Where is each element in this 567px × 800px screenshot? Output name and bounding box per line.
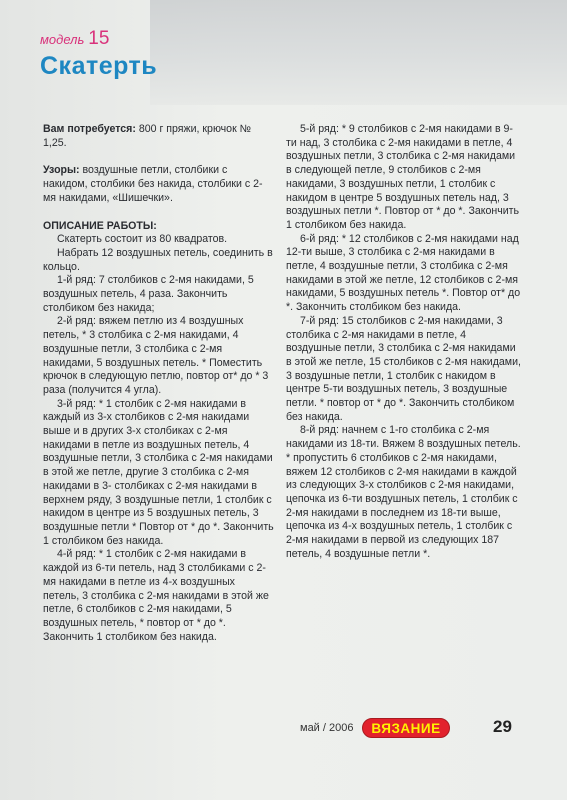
description-intro: Скатерть состоит из 80 квадратов.: [57, 233, 228, 246]
magazine-logo: ВЯЗАНИЕ: [362, 718, 450, 738]
issue-date: май / 2006: [300, 722, 354, 734]
row-6: 6-й ряд: * 12 столбиков с 2-мя накидами над 12-ти выше, 3 столбика с 2-мя накидами в петле, 4 воздушные петли, 3 столбика с 2-мя накидами в этой же петле, 12 столбиков с 2-мя накидами, 5 воздушных петель *. Повтор от* до *. Закончить столбиком без накида.: [286, 232, 521, 314]
model-label-text: модель: [40, 32, 85, 47]
page-number: 29: [493, 717, 512, 736]
model-number: 15: [88, 28, 110, 49]
row-3: 3-й ряд: * 1 столбик с 2-мя накидами в каждый из 3-х столбиков с 2-мя накидами выше и в других 3-х столбиках с 2-мя накидами в петле из воздушных петель, 4 воздушные петли, 3 столбика с 2-мя накидами в этой же петле, другие 3 столбика с 2-мя накидами в 3- столбиках с 2-мя накидами в верхнем ряду, 3 воздушные петли, 1 столбик с накидом в центре из 5 воздушных петель, 3 воздушные петли * Повтор от * до *. Закончить 1 столбиком без накида.: [43, 397, 274, 547]
left-column: [43, 123, 274, 644]
description-heading: ОПИСАНИЕ РАБОТЫ:: [43, 219, 157, 232]
model-label: [40, 28, 157, 50]
page-header: [40, 28, 157, 81]
materials-paragraph: [43, 123, 274, 150]
patterns-text: воздушные петли, столбики с накидом, столбики без накида, столбики с 2-мя накидами, «Шишечки».: [43, 164, 263, 204]
description-start: Набрать 12 воздушных петель, соединить в кольцо.: [43, 246, 273, 273]
row-5: 5-й ряд: * 9 столбиков с 2-мя накидами в 9-ти над, 3 столбика с 2-мя накидами в петле, 4 воздушных петли, 3 столбика с 2-мя накидами в следующей петле, 9 столбиков с 2-мя накидами, 3 воздушных петли, 1 столбик с накидом в центре 5 воздушных петель над, 3 воздушных петли *. Повтор от * до *. Закончить 1 столбиком без накида.: [286, 123, 520, 231]
header-background-photo: [150, 0, 567, 105]
row-1: 1-й ряд: 7 столбиков с 2-мя накидами, 5 воздушных петель, 4 раза. Закончить столбиком без накида;: [43, 274, 254, 314]
materials-text: 800 г пряжи, крючок № 1,25.: [43, 123, 252, 149]
row-8: 8-й ряд: начнем с 1-го столбика с 2-мя накидами из 18-ти. Вяжем 8 воздушных петель. * пропустить 6 столбиков с 2-мя накидами, вяжем 12 столбиков с 2-мя накидами в каждой из следующих 3-х столбиков с 2-мя накидами, цепочка из 6-ти воздушных петель, 1 столбик с 2-мя накидами в последнем из 18-ти выше, цепочка из 4-х воздушных петель, 1 столбик с 2-мя накидами в первой из следующих 187 петель, 4 воздушные петли *.: [286, 424, 521, 560]
patterns-label: Узоры:: [43, 164, 80, 177]
row-4: 4-й ряд: * 1 столбик с 2-мя накидами в каждой из 6-ти петель, над 3 столбиками с 2-мя накидами в петле из 4-х воздушных петель, 3 столбика с 2-мя накидами в этой же петле, 6 столбиков с 2-мя накидами, 5 воздушных петель, * повтор от * до *. Закончить 1 столбиком без накида.: [43, 548, 269, 643]
page-footer: [300, 718, 530, 740]
materials-label: Вам потребуется:: [43, 123, 136, 135]
row-7: 7-й ряд: 15 столбиков с 2-мя накидами, 3 столбика с 2-мя накидами в петле, 4 воздушные петли, 3 столбика с 2-мя накидами в этой же петле, 15 столбиков с 2-мя накидами, 3 воздушные петли, 1 столбик с накидом в центре 5-ти воздушных петель, 3 воздушные петли. * повтор от * до *. Закончить столбиком без накида.: [286, 314, 521, 423]
right-column: [286, 123, 521, 562]
patterns-paragraph: [43, 164, 274, 205]
page-title: Скатерть: [40, 52, 158, 80]
row-2: 2-й ряд: вяжем петлю из 4 воздушных петель, * 3 столбика с 2-мя накидами, 4 воздушные петли, 3 столбика с 2-мя накидами, 5 воздушных петель. * Поместить крючок в следующую петлю, повтор от* до * 3 раза (получится 4 угла).: [43, 315, 269, 396]
